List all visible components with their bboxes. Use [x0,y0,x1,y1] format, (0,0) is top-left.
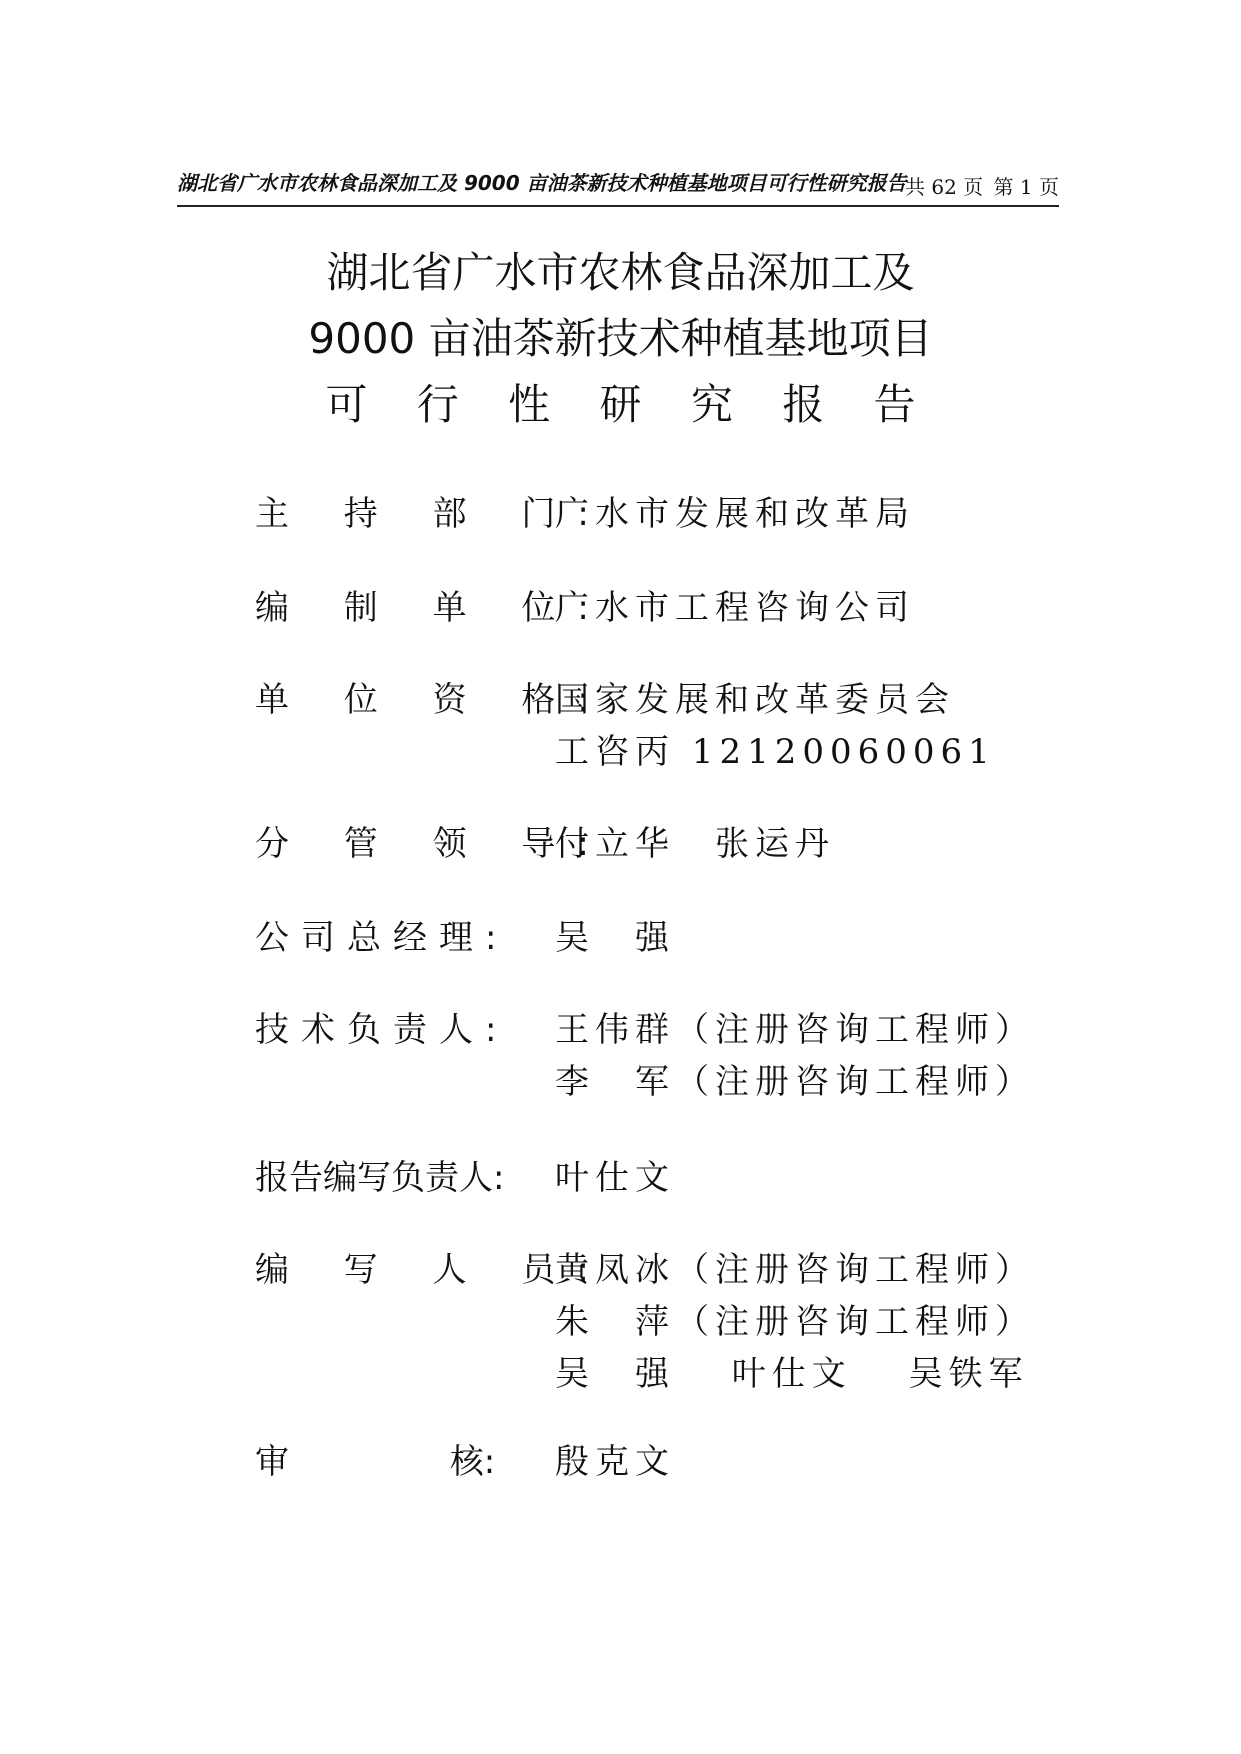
total-pages: 共 62 页 [905,175,984,199]
document-title [0,240,1241,438]
current-page: 第 1 页 [993,175,1059,199]
value-qualification [555,674,996,778]
label-compiler: 编 制 单 位: [255,588,611,628]
page-counter [901,171,1059,200]
value-line: 工咨丙 12120060061 [555,732,996,772]
title-line-1: 湖北省广水市农林食品深加工及 [326,248,915,297]
value-line: 王伟群（注册咨询工程师） [555,1010,1035,1050]
value-reviewer [555,1436,675,1488]
value-line: 朱 萍（注册咨询工程师） [555,1302,1035,1342]
value-line: 吴 强 [555,918,675,958]
label-leaders: 分 管 领 导: [255,824,611,864]
value-general-manager [555,912,675,964]
value-writers [555,1244,1035,1400]
label-general-manager: 公司总经理: [255,918,509,958]
label-qualification: 单 位 资 格: [255,680,611,720]
header-title: 湖北省广水市农林食品深加工及 9000 亩油茶新技术种植基地项目可行性研究报告 [177,171,907,195]
title-line-2: 9000 亩油茶新技术种植基地项目 [308,314,933,363]
value-line: 国家发展和改革委员会 [555,680,955,720]
value-line: 黄凤冰（注册咨询工程师） [555,1250,1035,1290]
page-header [177,165,1059,207]
label-tech-lead: 技术负责人: [255,1010,509,1050]
title-line-3: 可 行 性 研 究 报 告 [325,380,934,429]
value-line: 付立华 张运丹 [555,824,835,864]
value-line: 叶仕文 [555,1158,675,1198]
label-host-dept: 主 持 部 门: [255,494,611,534]
value-line: 广水市发展和改革局 [555,494,915,534]
label-reviewer: 审 核: [255,1442,496,1482]
label-report-lead: 报告编写负责人: [255,1158,505,1198]
value-line: 广水市工程咨询公司 [555,588,915,628]
value-compiler [555,582,915,634]
value-host-dept [555,488,915,540]
value-tech-lead [555,1004,1035,1108]
label-writers: 编 写 人 员: [255,1250,611,1290]
value-line: 吴 强 叶仕文 吴铁军 [555,1354,1029,1394]
value-report-lead [555,1152,675,1204]
value-line: 殷克文 [555,1442,675,1482]
value-leaders [555,818,835,870]
value-line: 李 军（注册咨询工程师） [555,1062,1035,1102]
